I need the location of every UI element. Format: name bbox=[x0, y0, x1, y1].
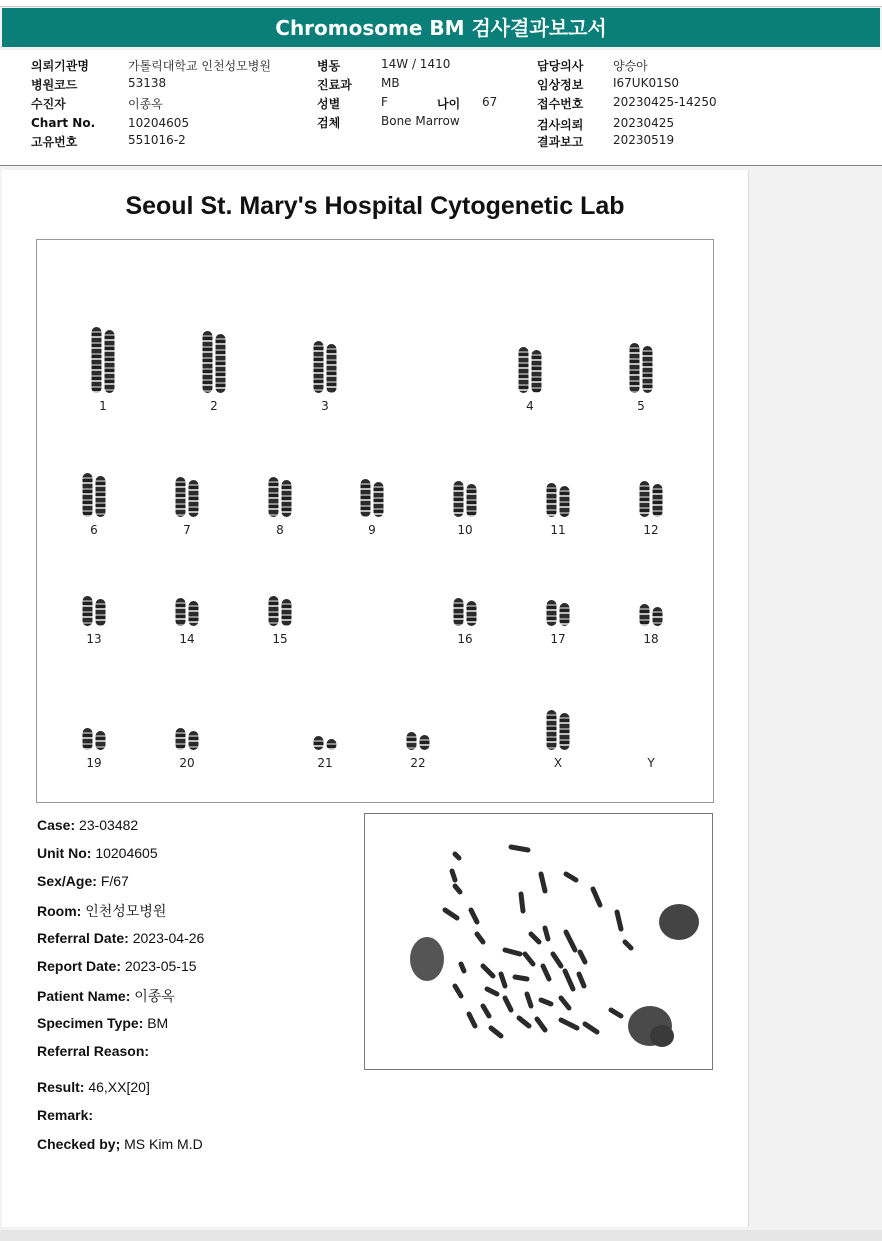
chromosome-pair bbox=[547, 600, 570, 646]
chromosome bbox=[653, 607, 663, 626]
info-label: 검체 bbox=[317, 116, 341, 130]
info-label: 임상정보 bbox=[537, 78, 584, 92]
chromosome bbox=[374, 482, 384, 517]
chromosome-pair bbox=[454, 481, 477, 537]
chromosome-label: 5 bbox=[637, 399, 645, 413]
room-label: Room: bbox=[37, 903, 82, 919]
chromosome bbox=[327, 739, 337, 750]
chromosome-label: 22 bbox=[410, 756, 426, 770]
chromosome-glyphs bbox=[176, 477, 199, 517]
patient-row bbox=[37, 986, 175, 1006]
info-value: I67UK01S0 bbox=[613, 76, 679, 90]
referral-date-row bbox=[37, 930, 204, 946]
chromosome-label: 16 bbox=[457, 632, 473, 646]
chromosome-label: 14 bbox=[179, 632, 195, 646]
chromosome bbox=[314, 341, 324, 393]
info-label: Chart No. bbox=[31, 116, 96, 130]
room-row bbox=[37, 901, 166, 921]
chromosome-label: 13 bbox=[86, 632, 102, 646]
patient-info-panel bbox=[0, 50, 882, 166]
chromosome-glyphs bbox=[640, 481, 663, 517]
chromosome-label: 21 bbox=[317, 756, 333, 770]
chromosome-pair bbox=[83, 728, 106, 770]
chromosome bbox=[560, 603, 570, 626]
chromosome-label: 9 bbox=[368, 523, 376, 537]
info-value: 20230425-14250 bbox=[613, 95, 717, 109]
chromosome-glyphs bbox=[269, 596, 292, 626]
chromosome bbox=[643, 346, 653, 393]
chromosome-glyphs bbox=[519, 347, 542, 393]
chromosome bbox=[467, 484, 477, 517]
chromosome bbox=[216, 334, 226, 393]
report-sheet bbox=[2, 170, 749, 1227]
info-value: 10204605 bbox=[128, 116, 190, 130]
chromosome bbox=[176, 477, 186, 517]
remark-label: Remark: bbox=[37, 1107, 94, 1123]
chromosome bbox=[653, 484, 663, 517]
info-label: 검사의뢰 bbox=[537, 118, 584, 132]
chromosome bbox=[454, 481, 464, 517]
info-label: 의뢰기관명 bbox=[31, 59, 89, 73]
chromosome-label: 1 bbox=[99, 399, 107, 413]
chromosome bbox=[92, 327, 102, 393]
unit-row bbox=[37, 845, 158, 861]
chromosome bbox=[467, 601, 477, 626]
chromosome-pair bbox=[361, 479, 384, 537]
chromosome bbox=[640, 604, 650, 626]
chromosome-pair bbox=[269, 596, 292, 646]
chromosome bbox=[203, 331, 213, 393]
chromosome bbox=[327, 344, 337, 393]
case-label: Case: bbox=[37, 817, 76, 833]
reason-row bbox=[37, 1043, 149, 1059]
info-value: 20230519 bbox=[613, 133, 675, 147]
chromosome-pair bbox=[269, 477, 292, 537]
chromosome-label: 7 bbox=[183, 523, 191, 537]
chromosome-label: 11 bbox=[550, 523, 566, 537]
chromosome-label: 12 bbox=[643, 523, 659, 537]
chromosome-label: 3 bbox=[321, 399, 329, 413]
chromosome-label: 19 bbox=[86, 756, 102, 770]
chromosome-pair bbox=[203, 331, 226, 413]
chromosome bbox=[96, 599, 106, 626]
lab-title: Seoul St. Mary's Hospital Cytogenetic Lab bbox=[125, 192, 625, 220]
chromosome bbox=[407, 732, 417, 750]
info-value: Bone Marrow bbox=[381, 114, 460, 128]
sexage-value: F/67 bbox=[100, 873, 129, 889]
report-date-label: Report Date: bbox=[37, 958, 122, 974]
chromosome bbox=[83, 473, 93, 517]
chromosome bbox=[560, 486, 570, 517]
metaphase-image bbox=[364, 813, 713, 1070]
referral-date-value: 2023-04-26 bbox=[132, 930, 205, 946]
patient-label: Patient Name: bbox=[37, 988, 131, 1004]
info-label: 고유번호 bbox=[31, 135, 78, 149]
specimen-row bbox=[37, 1015, 168, 1031]
info-label: 결과보고 bbox=[537, 135, 584, 149]
info-value: 551016-2 bbox=[128, 133, 186, 147]
result-value: 46,XX[20] bbox=[88, 1079, 150, 1095]
checked-value: MS Kim M.D bbox=[124, 1136, 203, 1152]
chromosome bbox=[630, 343, 640, 393]
chromosome-glyphs bbox=[547, 600, 570, 626]
sexage-label: Sex/Age: bbox=[37, 873, 97, 889]
info-label: 담당의사 bbox=[537, 59, 584, 73]
chromosome-label: 8 bbox=[276, 523, 284, 537]
chromosome-glyphs bbox=[547, 483, 570, 517]
chromosome-pair bbox=[176, 728, 199, 770]
chromosome-glyphs bbox=[83, 728, 106, 750]
reason-label: Referral Reason: bbox=[37, 1043, 150, 1059]
bottom-strip bbox=[0, 1230, 882, 1241]
top-strip bbox=[0, 0, 882, 7]
info-value: 가톨릭대학교 인천성모병원 bbox=[128, 59, 271, 73]
chromosome-label: 2 bbox=[210, 399, 218, 413]
chromosome-pair bbox=[640, 481, 663, 537]
chromosome-glyphs bbox=[454, 598, 477, 626]
chromosome-glyphs bbox=[176, 728, 199, 750]
chromosome-glyphs bbox=[314, 736, 337, 750]
info-value: 이종옥 bbox=[128, 97, 163, 111]
sexage-row bbox=[37, 873, 129, 889]
chromosome bbox=[105, 330, 115, 393]
chromosome-pair bbox=[519, 347, 542, 413]
chromosome bbox=[83, 728, 93, 750]
room-value: 인천성모병원 bbox=[85, 903, 167, 919]
chromosome bbox=[454, 598, 464, 626]
chromosome-label: 15 bbox=[272, 632, 288, 646]
chromosome-glyphs bbox=[83, 473, 106, 517]
case-row bbox=[37, 817, 138, 833]
chromosome bbox=[176, 598, 186, 626]
chromosome bbox=[96, 476, 106, 517]
case-value: 23-03482 bbox=[79, 817, 139, 833]
chromosome-glyphs bbox=[407, 732, 430, 750]
chromosome bbox=[420, 735, 430, 750]
chromosome bbox=[640, 481, 650, 517]
report-date-value: 2023-05-15 bbox=[124, 958, 197, 974]
metaphase-spread-graphic bbox=[365, 814, 712, 1069]
info-value: 67 bbox=[482, 95, 498, 109]
chromosome-label: 17 bbox=[550, 632, 566, 646]
chromosome-glyphs bbox=[92, 327, 115, 393]
chromosome-glyphs bbox=[176, 598, 199, 626]
info-value: 20230425 bbox=[613, 116, 675, 130]
chromosome bbox=[189, 480, 199, 517]
info-value: 53138 bbox=[128, 76, 167, 90]
chromosome bbox=[282, 480, 292, 517]
patient-value: 이종옥 bbox=[134, 988, 175, 1004]
chromosome-glyphs bbox=[454, 481, 477, 517]
info-label: 진료과 bbox=[317, 78, 352, 92]
chromosome bbox=[269, 477, 279, 517]
chromosome-pair bbox=[83, 473, 106, 537]
chromosome bbox=[269, 596, 279, 626]
chromosome bbox=[532, 350, 542, 393]
result-label: Result: bbox=[37, 1079, 85, 1095]
result-row bbox=[37, 1079, 150, 1095]
chromosome bbox=[282, 599, 292, 626]
unit-label: Unit No: bbox=[37, 845, 92, 861]
chromosome-pair bbox=[92, 327, 115, 413]
specimen-value: BM bbox=[147, 1015, 169, 1031]
info-label: 병동 bbox=[317, 59, 341, 73]
chromosome-label: 20 bbox=[179, 756, 195, 770]
report-date-row bbox=[37, 958, 197, 974]
info-label: 병원코드 bbox=[31, 78, 78, 92]
chromosome bbox=[560, 713, 570, 750]
chromosome-label: 4 bbox=[526, 399, 534, 413]
specimen-label: Specimen Type: bbox=[37, 1015, 144, 1031]
chromosome-label: 18 bbox=[643, 632, 659, 646]
checked-label: Checked by; bbox=[37, 1136, 121, 1152]
report-banner-title: Chromosome BM 검사결과보고서 bbox=[2, 8, 880, 47]
unit-value: 10204605 bbox=[95, 845, 158, 861]
chromosome bbox=[189, 601, 199, 626]
chromosome-glyphs bbox=[630, 343, 653, 393]
chromosome bbox=[519, 347, 529, 393]
info-label: 나이 bbox=[437, 97, 461, 111]
info-value: 14W / 1410 bbox=[381, 57, 451, 71]
chromosome-label: Y bbox=[647, 756, 655, 770]
chromosome-glyphs bbox=[83, 596, 106, 626]
chromosome-pair bbox=[547, 483, 570, 537]
chromosome-pair bbox=[640, 604, 663, 646]
chromosome-pair bbox=[176, 477, 199, 537]
info-value: F bbox=[381, 95, 388, 109]
chromosome bbox=[83, 596, 93, 626]
chromosome bbox=[547, 710, 557, 750]
chromosome bbox=[361, 479, 371, 517]
checked-row bbox=[37, 1136, 203, 1152]
chromosome-pair bbox=[407, 732, 430, 770]
chromosome bbox=[547, 600, 557, 626]
info-value: 양승아 bbox=[613, 59, 648, 73]
chromosome-glyphs bbox=[314, 341, 337, 393]
chromosome-pair bbox=[630, 343, 653, 413]
chromosome-pair bbox=[314, 341, 337, 413]
chromosome-glyphs bbox=[547, 710, 570, 750]
chromosome bbox=[176, 728, 186, 750]
referral-date-label: Referral Date: bbox=[37, 930, 129, 946]
chromosome-glyphs bbox=[361, 479, 384, 517]
chromosome-label: 10 bbox=[457, 523, 473, 537]
chromosome bbox=[314, 736, 324, 750]
chromosome bbox=[547, 483, 557, 517]
chromosome-pair bbox=[454, 598, 477, 646]
chromosome-glyphs bbox=[203, 331, 226, 393]
chromosome bbox=[189, 731, 199, 750]
chromosome-pair bbox=[83, 596, 106, 646]
info-value: MB bbox=[381, 76, 400, 90]
chromosome-glyphs bbox=[640, 604, 663, 626]
chromosome-pair bbox=[547, 710, 570, 770]
info-label: 수진자 bbox=[31, 97, 66, 111]
chromosome-glyphs bbox=[269, 477, 292, 517]
chromosome bbox=[96, 731, 106, 750]
remark-row bbox=[37, 1107, 93, 1123]
karyogram-panel bbox=[36, 239, 714, 803]
info-label: 접수번호 bbox=[537, 97, 584, 111]
chromosome-label: X bbox=[553, 756, 563, 770]
info-label: 성별 bbox=[317, 97, 341, 111]
chromosome-label: 6 bbox=[90, 523, 98, 537]
chromosome-pair bbox=[176, 598, 199, 646]
chromosome-pair bbox=[314, 736, 337, 770]
